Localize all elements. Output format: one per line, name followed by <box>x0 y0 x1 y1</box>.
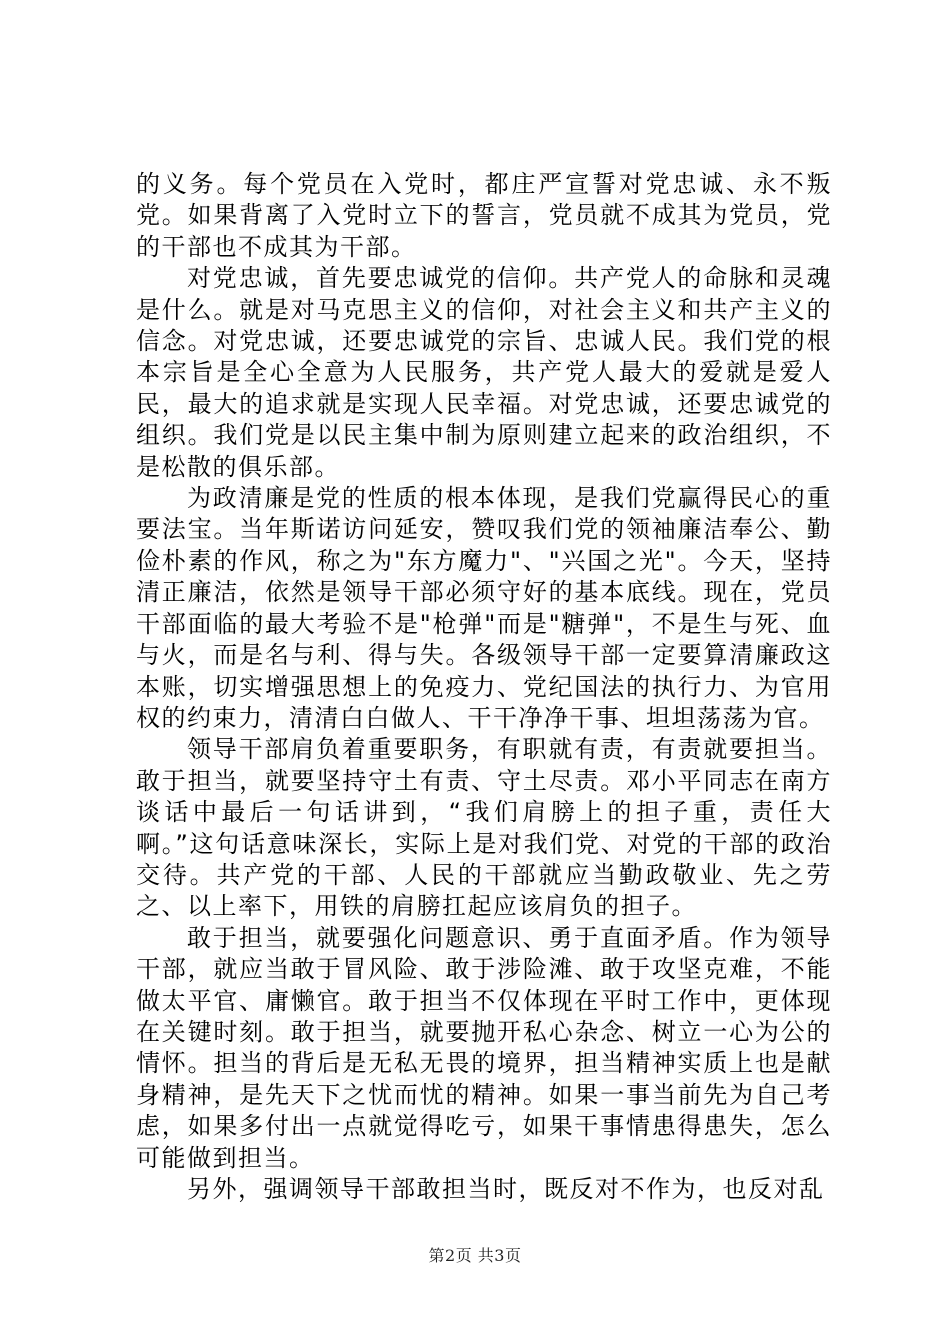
paragraph-5: 敢于担当，就要强化问题意识、勇于直面矛盾。作为领导干部，就应当敢于冒风险、敢于涉险滩、敢于攻坚克难，不能做太平官、庸懒官。敢于担当不仅体现在平时工作中，更体现在关键时刻。敢于担当，就要抛开私心杂念、树立一心为公的情怀。担当的背后是无私无畏的境界，担当精神实质上也是献身精神，是先天下之忧而忧的精神。如果一事当前先为自己考虑，如果多付出一点就觉得吃亏，如果干事情患得患失，怎么可能做到担当。 <box>136 923 832 1172</box>
document-body <box>136 169 832 1205</box>
paragraph-3: 为政清廉是党的性质的根本体现，是我们党赢得民心的重要法宝。当年斯诺访问延安，赞叹我们党的领袖廉洁奉公、勤俭朴素的作风，称之为"东方魔力"、"兴国之光"。今天，坚持清正廉洁，依然是领导干部必须守好的基本底线。现在，党员干部面临的最大考验不是"枪弹"而是"糖弹"，不是生与死、血与火，而是名与利、得与失。各级领导干部一定要算清廉政这本账，切实增强思想上的免疫力、党纪国法的执行力、为官用权的约束力，清清白白做人、干干净净干事、坦坦荡荡为官。 <box>136 484 832 732</box>
paragraph-2: 对党忠诚，首先要忠诚党的信仰。共产党人的命脉和灵魂是什么。就是对马克思主义的信仰，对社会主义和共产主义的信念。对党忠诚，还要忠诚党的宗旨、忠诚人民。我们党的根本宗旨是全心全意为人民服务，共产党人最大的爱就是爱人民，最大的追求就是实现人民幸福。对党忠诚，还要忠诚党的组织。我们党是以民主集中制为原则建立起来的政治组织，不是松散的俱乐部。 <box>136 264 832 481</box>
page-footer: 第2页 共3页 <box>428 1246 522 1265</box>
paragraph-6: 另外，强调领导干部敢担当时，既反对不作为，也反对乱 <box>187 1175 825 1203</box>
paragraph-4: 领导干部肩负着重要职务，有职就有责，有责就要担当。敢于担当，就要坚持守土有责、守土尽责。邓小平同志在南方谈话中最后一句话讲到，“我们肩膀上的担子重，责任大啊。”这句话意味深长，实际上是对我们党、对党的干部的政治交待。共产党的干部、人民的干部就应当勤政敬业、先之劳之、以上率下，用铁的肩膀扛起应该肩负的担子。 <box>136 735 832 921</box>
paragraph-1: 的义务。每个党员在入党时，都庄严宣誓对党忠诚、永不叛党。如果背离了入党时立下的誓言，党员就不成其为党员，党的干部也不成其为干部。 <box>136 170 832 261</box>
